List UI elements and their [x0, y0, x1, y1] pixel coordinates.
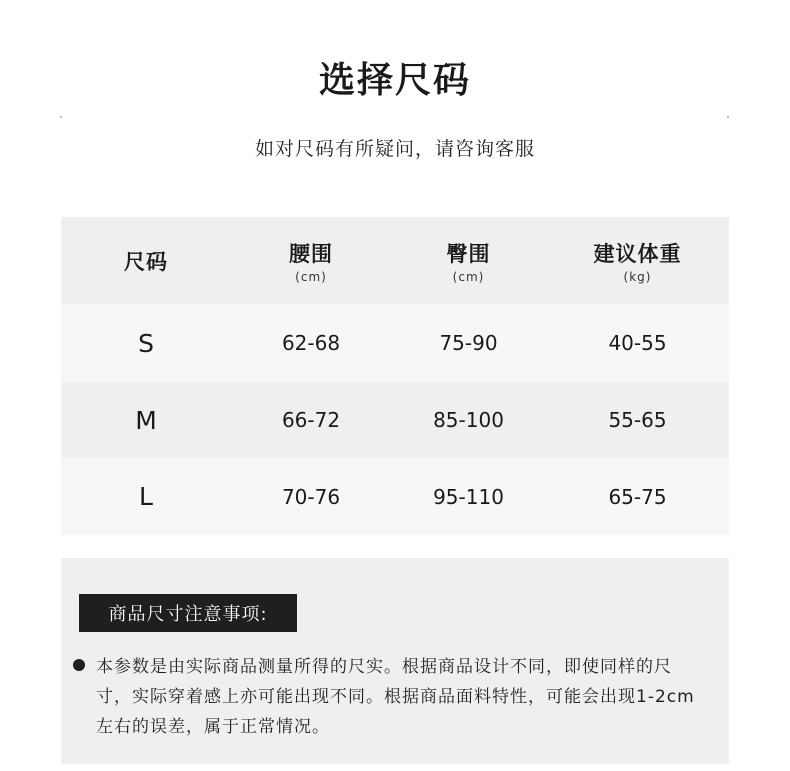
notes-header: 商品尺寸注意事项:	[79, 594, 297, 632]
bullet-icon	[73, 659, 85, 671]
header-unit: (cm)	[452, 269, 485, 284]
header-cell-waist	[231, 238, 391, 284]
page-title: 选择尺码	[318, 60, 471, 101]
header-unit: (cm)	[295, 269, 327, 284]
header-label: 腰围	[289, 241, 333, 266]
weight-cell: 55-65	[608, 408, 667, 432]
hip-cell: 95-110	[433, 484, 504, 509]
notes-panel	[61, 558, 729, 764]
table-row	[61, 458, 729, 535]
header-cell-hip	[391, 238, 546, 284]
header-cell-weight	[546, 238, 729, 284]
size-cell: L	[139, 482, 153, 511]
header-unit: (kg)	[623, 269, 652, 284]
header-cell-size	[61, 246, 231, 276]
waist-cell: 62-68	[281, 331, 341, 355]
header-label: 臀围	[446, 241, 491, 266]
weight-cell: 40-55	[608, 331, 667, 355]
table-row	[61, 382, 729, 458]
table-header-row	[61, 217, 729, 304]
page-subtitle: 如对尺码有所疑问，请咨询客服	[254, 138, 535, 160]
hip-cell: 85-100	[433, 408, 504, 432]
waist-cell: 66-72	[281, 408, 341, 432]
table-row	[61, 304, 729, 382]
size-table	[61, 217, 729, 535]
divider-dot-left	[60, 116, 62, 118]
divider-dot-right	[727, 116, 729, 118]
header-label: 建议体重	[593, 241, 682, 266]
size-cell: M	[135, 405, 157, 435]
hip-cell: 75-90	[439, 331, 498, 355]
header-label: 尺码	[124, 249, 168, 274]
weight-cell: 65-75	[608, 484, 667, 509]
size-cell: S	[138, 328, 154, 358]
notes-text: 本参数是由实际商品测量所得的尺实。根据商品设计不同，即使同样的尺寸，实际穿着感上亦可能出现不同。根据商品面料特性，可能会出现1-2cm左右的误差，属于正常情况。	[96, 657, 695, 737]
waist-cell: 70-76	[281, 484, 341, 509]
